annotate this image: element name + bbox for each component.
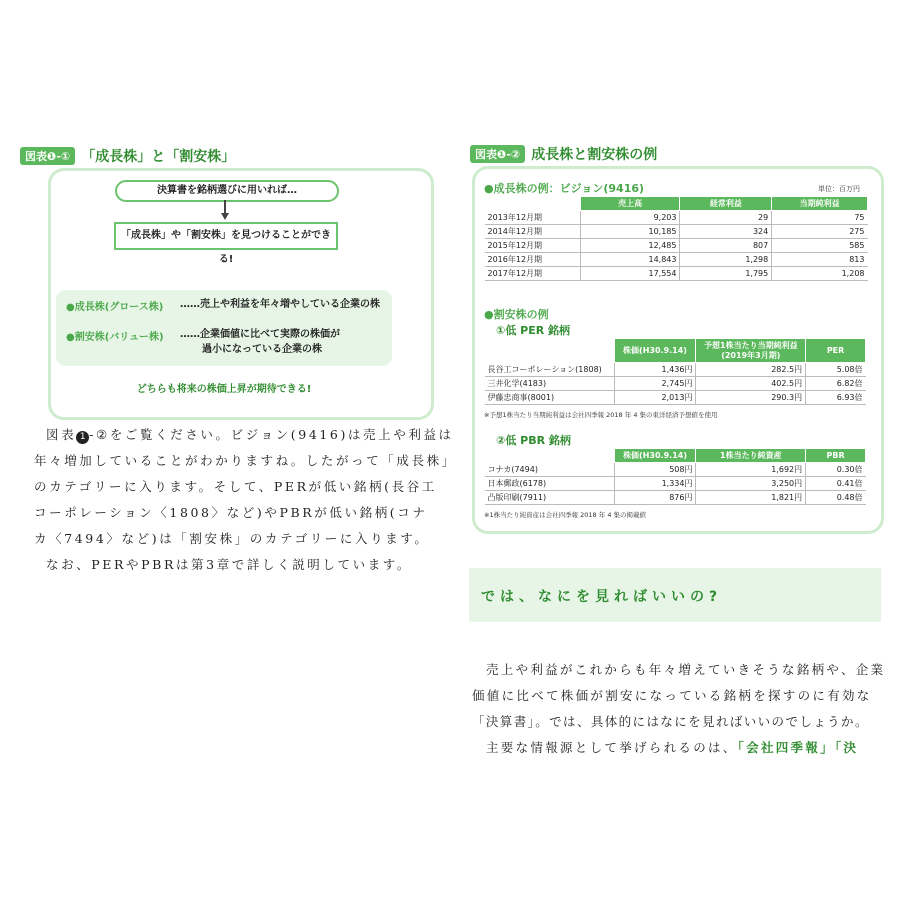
table-header: 1株当たり純資産 (696, 449, 806, 463)
table-cell: 290.3円 (696, 391, 806, 405)
table-cell: 2014年12月期 (485, 225, 581, 239)
table-header: 株価(H30.9.14) (614, 339, 696, 363)
table-row (485, 211, 868, 225)
down-arrow-icon (221, 213, 229, 220)
table-cell: 0.30倍 (806, 463, 866, 477)
table-cell: 1,692円 (696, 463, 806, 477)
growth-section-title: ●成長株の例：ビジョン(9416) (484, 182, 645, 195)
table-row (485, 391, 866, 405)
table-cell: 1,821円 (696, 491, 806, 505)
table-cell: 1,208 (772, 267, 868, 281)
table-header-blank (485, 449, 615, 463)
table-cell: 508円 (614, 463, 696, 477)
figure-tag: 図表❶-② (470, 145, 525, 163)
table-cell: 324 (680, 225, 772, 239)
value-stock-text-2: 過小になっている企業の株 (202, 344, 322, 355)
section-banner (469, 568, 881, 622)
highlight-text: 「会社四季報」「決 (737, 740, 859, 755)
table-cell: コナカ(7494) (485, 463, 615, 477)
table-cell: 1,795 (680, 267, 772, 281)
table-cell: 0.48倍 (806, 491, 866, 505)
growth-table (484, 196, 868, 281)
table-cell: 2015年12月期 (485, 239, 581, 253)
table-cell: 長谷工コーポレーション(1808) (485, 363, 615, 377)
value-stock-label: ●割安株(バリュー株) (66, 332, 164, 343)
table-cell: 12,485 (580, 239, 680, 253)
paragraph-line (34, 422, 454, 448)
table-header: PBR (806, 449, 866, 463)
table-cell: 1,436円 (614, 363, 696, 377)
bottom-note: どちらも将来の株価上昇が期待できる! (136, 384, 312, 395)
table-cell: 14,843 (580, 253, 680, 267)
table-row (485, 225, 868, 239)
table-cell: 10,185 (580, 225, 680, 239)
top-pill: 決算書を銘柄選びに用いれば… (115, 180, 339, 202)
table-cell: 伊藤忠商事(8001) (485, 391, 615, 405)
paragraph-line: なお、PERやPBRは第3章で詳しく説明しています。 (46, 557, 413, 572)
table-header: PER (806, 339, 866, 363)
paragraph-line: 価値に比べて株価が割安になっている銘柄を探すのに有効な (472, 688, 872, 703)
table-cell: 876円 (614, 491, 696, 505)
table-cell: 凸版印刷(7911) (485, 491, 615, 505)
table-header: 株価(H30.9.14) (614, 449, 696, 463)
table-row (485, 253, 868, 267)
pbr-footnote: ※1株当たり純資産は会社四季報 2018 年 4 集の掲載値 (484, 511, 647, 519)
result-box: 「成長株」や「割安株」を見つけることができる! (114, 222, 338, 250)
left-figure-heading (20, 146, 235, 166)
paragraph-line: 年々増加していることがわかりますね。したがって「成長株」 (34, 453, 457, 468)
table-header-row (485, 449, 866, 463)
table-cell: 2017年12月期 (485, 267, 581, 281)
table-cell: 6.93倍 (806, 391, 866, 405)
value-section-title: ●割安株の例 (484, 308, 549, 321)
table-cell: 1,334円 (614, 477, 696, 491)
growth-stock-text: ……売上や利益を年々増やしている企業の株 (180, 299, 380, 310)
table-cell: 1,298 (680, 253, 772, 267)
table-header-line: (2019年3月期) (721, 350, 781, 360)
paragraph-line: カ〈7494〉など)は「割安株」のカテゴリーに入ります。 (34, 531, 430, 546)
table-cell: 17,554 (580, 267, 680, 281)
per-table (484, 338, 866, 405)
table-header-line: 予想1株当たり当期純利益 (704, 340, 798, 350)
unit-label: 単位：百万円 (818, 185, 860, 193)
paragraph-line (472, 735, 887, 761)
table-header-row (485, 197, 868, 211)
table-cell: 三井化学(4183) (485, 377, 615, 391)
table-cell: 2,013円 (614, 391, 696, 405)
right-paragraph (472, 657, 887, 761)
paragraph-text: 図表 (46, 427, 77, 442)
pbr-table (484, 448, 866, 505)
paragraph-line: 売上や利益がこれからも年々増えていきそうな銘柄や、企業 (486, 662, 886, 677)
table-row (485, 377, 866, 391)
table-cell: 0.41倍 (806, 477, 866, 491)
pbr-subtitle: ②低 PBR 銘柄 (496, 434, 571, 447)
table-cell: 6.82倍 (806, 377, 866, 391)
table-header: 経常利益 (680, 197, 772, 211)
paragraph-line: 「決算書」。では、具体的にはなにを見ればいいのでしょうか。 (472, 714, 869, 729)
table-row (485, 477, 866, 491)
table-cell: 29 (680, 211, 772, 225)
figure-number-badge: 1 (76, 431, 89, 444)
table-header: 当期純利益 (772, 197, 868, 211)
figure-title: 「成長株」と「割安株」 (81, 149, 236, 165)
table-header-row (485, 339, 866, 363)
table-cell: 585 (772, 239, 868, 253)
growth-stock-label: ●成長株(グロース株) (66, 302, 164, 313)
left-paragraph (34, 422, 457, 578)
table-row (485, 491, 866, 505)
paragraph-line: コーポレーション〈1808〉など)やPBRが低い銘柄(コナ (34, 505, 428, 520)
table-cell: 5.08倍 (806, 363, 866, 377)
table-row (485, 363, 866, 377)
table-cell: 2,745円 (614, 377, 696, 391)
per-subtitle: ①低 PER 銘柄 (496, 324, 571, 337)
table-cell: 75 (772, 211, 868, 225)
paragraph-line: のカテゴリーに入ります。そして、PERが低い銘柄(長谷工 (34, 479, 437, 494)
table-cell: 402.5円 (696, 377, 806, 391)
table-header-blank (485, 197, 581, 211)
per-footnote: ※予想1株当たり当期純利益は会社四季報 2018 年 4 集の東洋経済予想値を使用 (484, 411, 718, 419)
table-cell: 807 (680, 239, 772, 253)
figure-title: 成長株と割安株の例 (531, 147, 658, 163)
table-row (485, 267, 868, 281)
arrow-line (224, 200, 226, 214)
section-heading: では、なにを見ればいいの? (481, 589, 723, 605)
table-header (696, 339, 806, 363)
table-header: 売上高 (580, 197, 680, 211)
figure-tag: 図表❶-① (20, 147, 75, 165)
table-row (485, 463, 866, 477)
table-cell: 日本郵政(6178) (485, 477, 615, 491)
value-stock-text: ……企業価値に比べて実際の株価が (180, 329, 340, 340)
table-cell: 9,203 (580, 211, 680, 225)
table-cell: 813 (772, 253, 868, 267)
table-cell: 2013年12月期 (485, 211, 581, 225)
right-figure-heading (470, 144, 657, 164)
paragraph-text: -②をご覧ください。ビジョン(9416)は売上や利益は (89, 427, 454, 442)
table-cell: 3,250円 (696, 477, 806, 491)
table-cell: 275 (772, 225, 868, 239)
paragraph-text: 主要な情報源として挙げられるのは、 (486, 740, 738, 755)
table-cell: 2016年12月期 (485, 253, 581, 267)
table-header-blank (485, 339, 615, 363)
table-cell: 282.5円 (696, 363, 806, 377)
table-row (485, 239, 868, 253)
